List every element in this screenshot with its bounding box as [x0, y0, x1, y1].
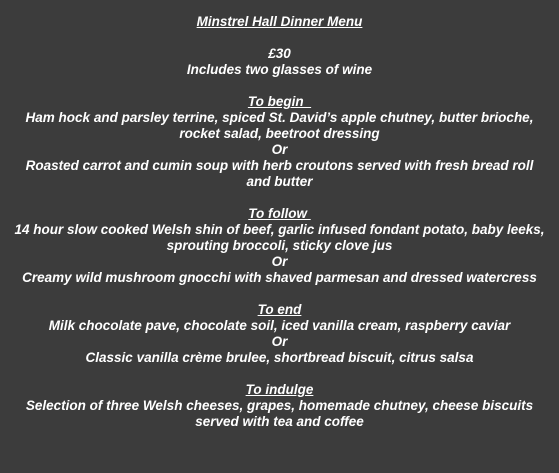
or-separator: Or	[271, 334, 288, 349]
section-to-follow	[0, 206, 559, 286]
starter-option-2: Roasted carrot and cumin soup with herb croutons served with fresh bread roll and butter	[25, 158, 534, 189]
dessert-option-1: Milk chocolate pave, chocolate soil, iced vanilla cream, raspberry caviar	[48, 318, 511, 333]
price-note: Includes two glasses of wine	[186, 62, 373, 77]
section-heading: To begin	[247, 94, 312, 109]
menu-title: Minstrel Hall Dinner Menu	[196, 14, 363, 29]
section-to-indulge	[0, 382, 559, 430]
main-option-1: 14 hour slow cooked Welsh shin of beef, garlic infused fondant potato, baby leeks, sprouting broccoli, sticky clove jus	[14, 222, 545, 253]
spacer	[0, 190, 559, 206]
section-heading: To follow	[248, 206, 311, 221]
or-separator: Or	[271, 142, 288, 157]
dinner-menu	[0, 14, 559, 430]
dessert-option-2: Classic vanilla crème brulee, shortbread biscuit, citrus salsa	[85, 350, 474, 365]
or-separator: Or	[271, 254, 288, 269]
cheese-option: Selection of three Welsh cheeses, grapes, homemade chutney, cheese biscuits served with tea and coffee	[25, 398, 534, 429]
spacer	[0, 286, 559, 302]
section-to-end	[0, 302, 559, 366]
section-heading: To indulge	[245, 382, 314, 397]
main-option-2: Creamy wild mushroom gnocchi with shaved parmesan and dressed watercress	[22, 270, 537, 285]
section-heading: To end	[257, 302, 302, 317]
starter-option-1: Ham hock and parsley terrine, spiced St. David’s apple chutney, butter brioche, rocket salad, beetroot dressing	[25, 110, 534, 141]
section-to-begin	[0, 94, 559, 190]
spacer	[0, 78, 559, 94]
spacer	[0, 366, 559, 382]
menu-price: £30	[268, 46, 291, 61]
spacer	[0, 30, 559, 46]
